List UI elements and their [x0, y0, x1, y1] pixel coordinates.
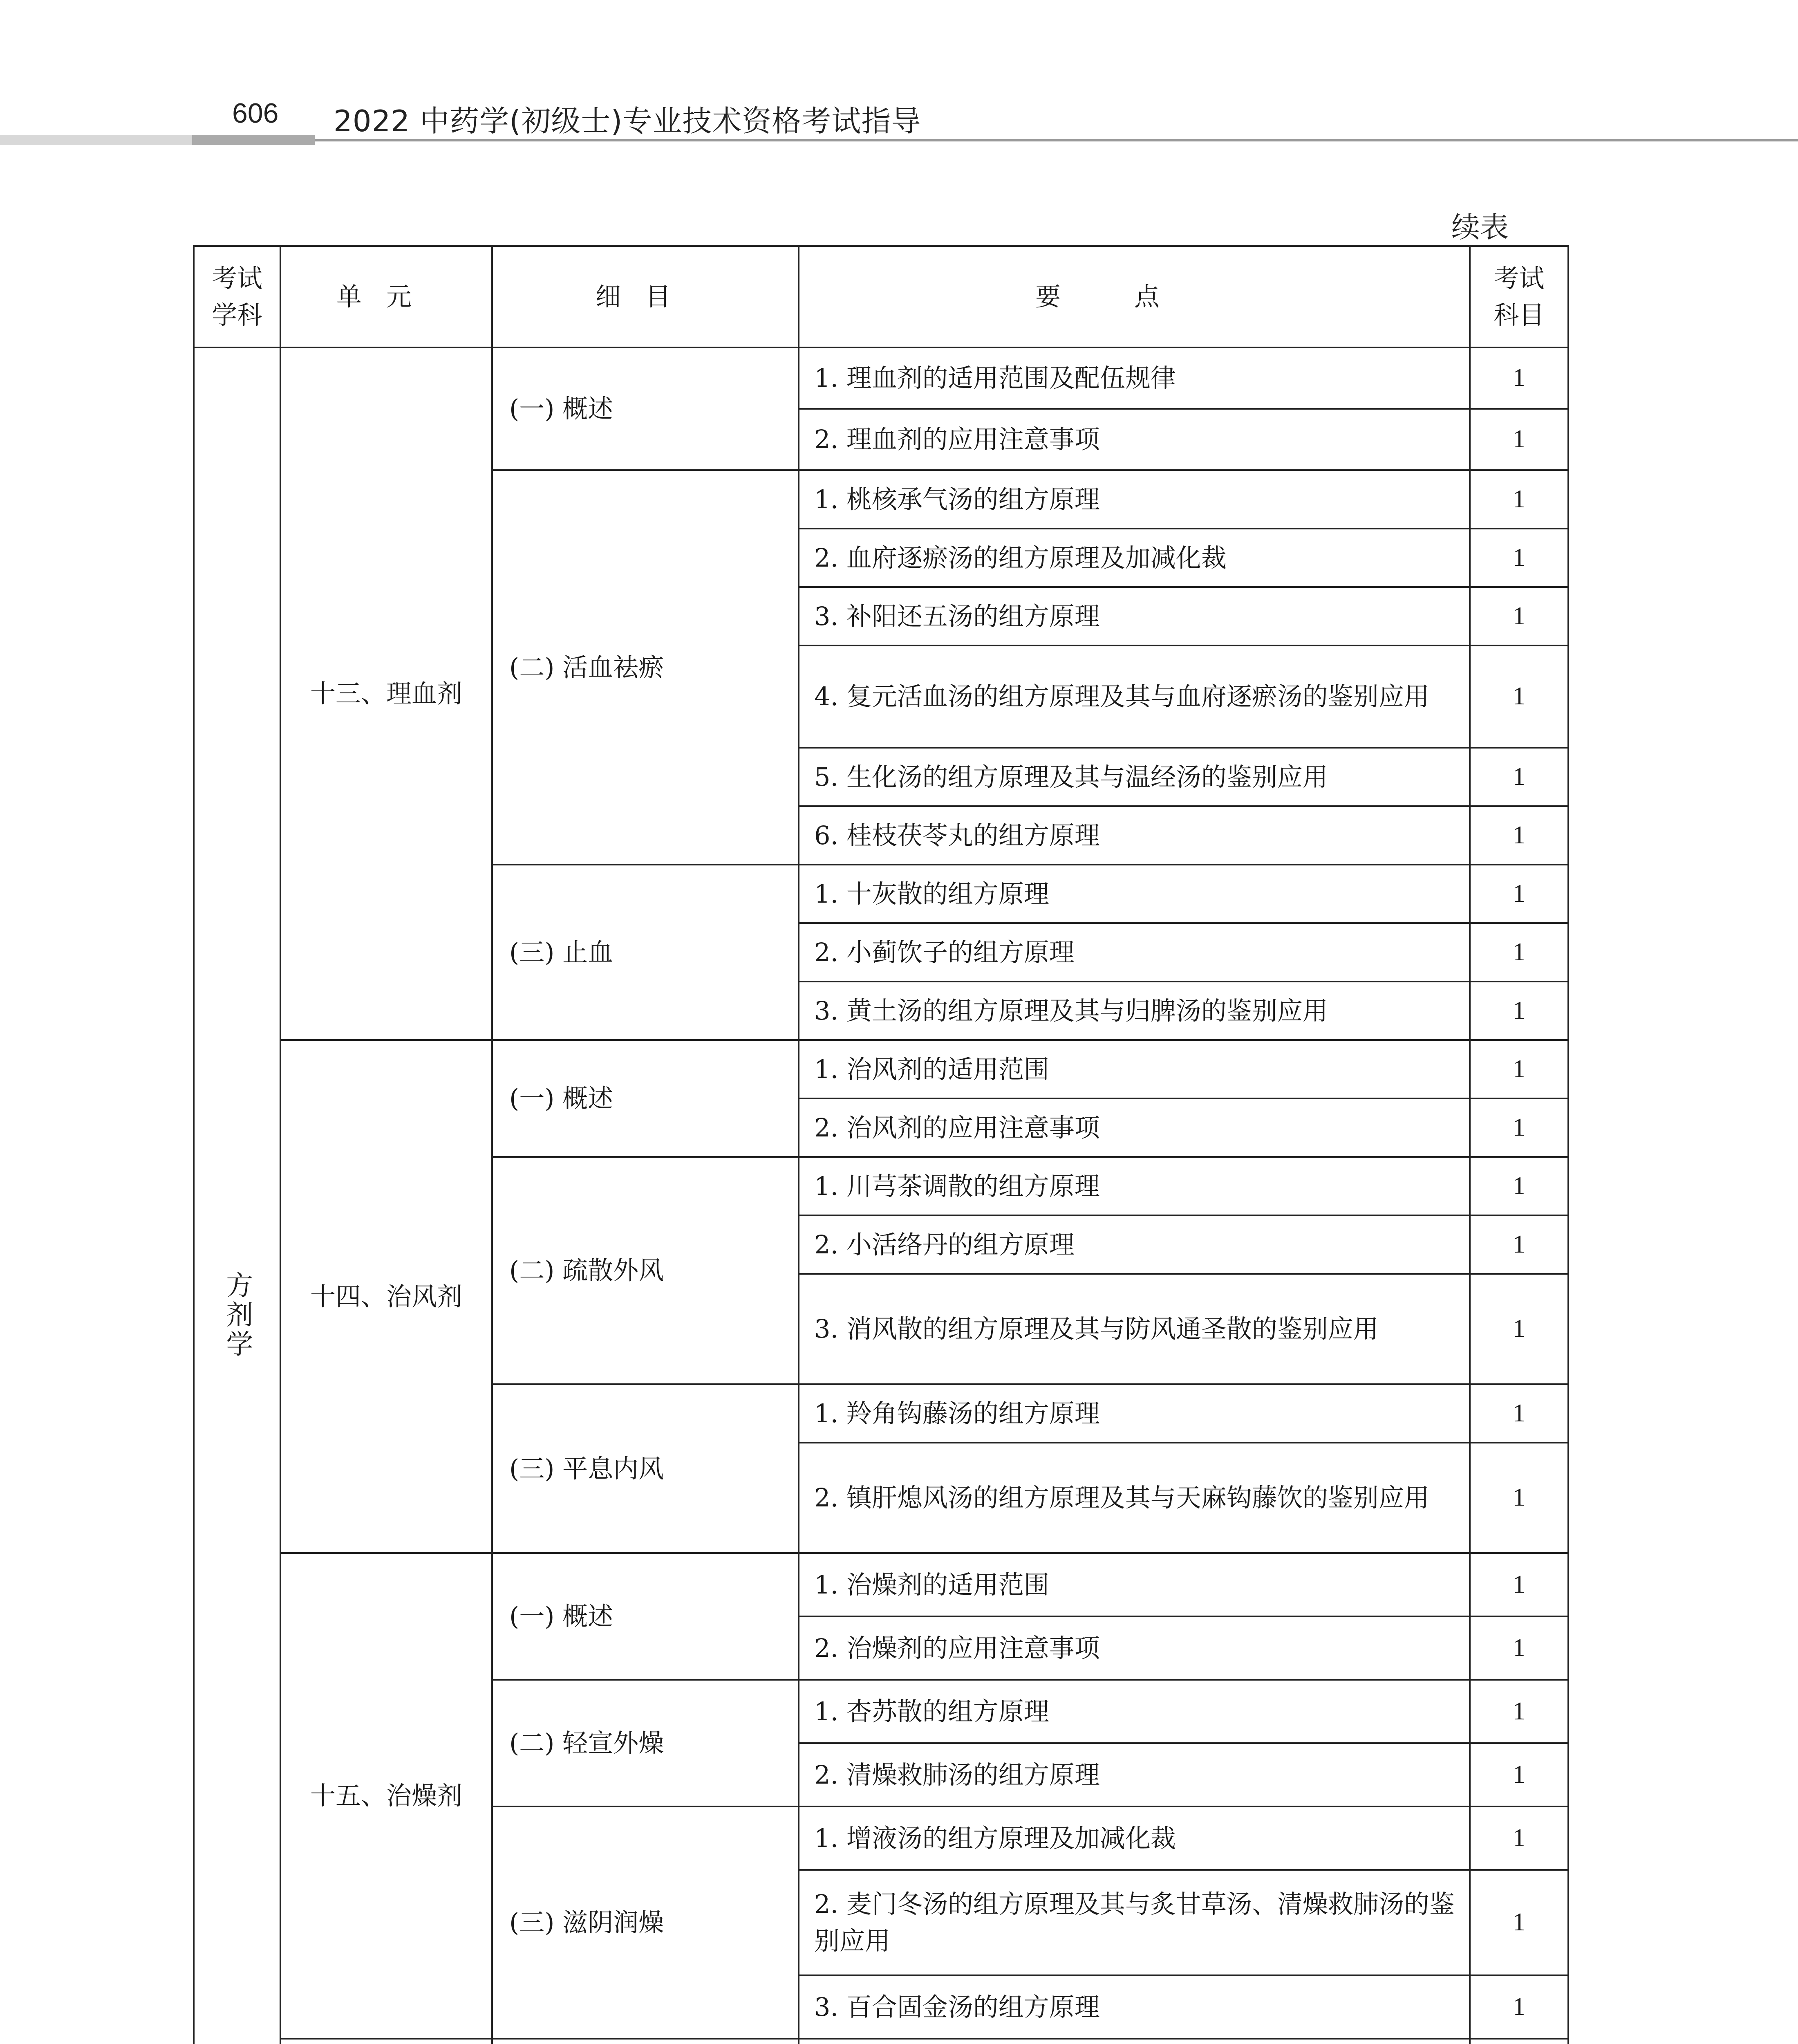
level-cell: 1	[1470, 982, 1568, 1040]
point-cell: 1. 川芎茶调散的组方原理	[799, 1157, 1470, 1215]
table-row	[194, 1553, 1568, 1616]
point-cell: 3. 消风散的组方原理及其与防风通圣散的鉴别应用	[799, 1274, 1470, 1384]
header-rule-accent-light	[0, 135, 192, 145]
level-cell: 1	[1470, 645, 1568, 748]
detail-cell: (一) 概述	[492, 1553, 799, 1680]
unit-cell	[280, 2039, 492, 2044]
header-point	[799, 246, 1470, 347]
detail-cell: (二) 疏散外风	[492, 1157, 799, 1384]
level-cell	[1470, 2039, 1568, 2044]
point-cell: 1. 治燥剂的适用范围	[799, 1553, 1470, 1616]
level-cell: 1	[1470, 529, 1568, 587]
header-subject-label: 考试	[211, 263, 262, 294]
page-number: 606	[232, 98, 279, 129]
table-row	[194, 1040, 1568, 1098]
point-cell: 2. 治风剂的应用注意事项	[799, 1098, 1470, 1157]
header-level	[1470, 246, 1568, 347]
point-cell: 1. 治风剂的适用范围	[799, 1040, 1470, 1098]
level-cell: 1	[1470, 1870, 1568, 1975]
detail-cell: (三) 滋阴润燥	[492, 1806, 799, 2039]
point-cell: 6. 桂枝茯苓丸的组方原理	[799, 806, 1470, 865]
table-header-row	[194, 246, 1568, 347]
header-level-label: 考试	[1493, 263, 1545, 294]
level-cell: 1	[1470, 923, 1568, 982]
point-cell	[799, 2039, 1470, 2044]
header-unit-label: 单元	[336, 282, 436, 312]
header-rule-accent	[192, 135, 315, 145]
level-cell: 1	[1470, 865, 1568, 923]
point-cell: 1. 十灰散的组方原理	[799, 865, 1470, 923]
subject-label: 方剂学	[221, 1271, 253, 1359]
level-cell: 1	[1470, 1975, 1568, 2039]
level-cell: 1	[1470, 1098, 1568, 1157]
point-cell: 3. 黄土汤的组方原理及其与归脾汤的鉴别应用	[799, 982, 1470, 1040]
detail-cell: (二) 轻宣外燥	[492, 1680, 799, 1806]
header-detail	[492, 246, 799, 347]
header-subject-label: 学科	[211, 300, 262, 330]
level-cell: 1	[1470, 1215, 1568, 1274]
level-cell: 1	[1470, 1743, 1568, 1806]
header-subject	[194, 246, 280, 347]
level-cell: 1	[1470, 409, 1568, 470]
level-cell: 1	[1470, 806, 1568, 865]
point-cell: 2. 镇肝熄风汤的组方原理及其与天麻钩藤饮的鉴别应用	[799, 1443, 1470, 1553]
level-cell: 1	[1470, 1274, 1568, 1384]
detail-cell: (三) 止血	[492, 865, 799, 1040]
header-detail-label: 细目	[595, 282, 695, 312]
unit-cell: 十三、理血剂	[280, 347, 492, 1040]
header-unit	[280, 246, 492, 347]
point-cell: 3. 百合固金汤的组方原理	[799, 1975, 1470, 2039]
point-cell: 2. 理血剂的应用注意事项	[799, 409, 1470, 470]
level-cell: 1	[1470, 1806, 1568, 1870]
point-cell: 2. 麦门冬汤的组方原理及其与炙甘草汤、清燥救肺汤的鉴别应用	[799, 1870, 1470, 1975]
level-cell: 1	[1470, 470, 1568, 529]
point-cell: 5. 生化汤的组方原理及其与温经汤的鉴别应用	[799, 748, 1470, 806]
page-header	[0, 0, 1798, 151]
point-cell: 2. 治燥剂的应用注意事项	[799, 1616, 1470, 1680]
point-cell: 2. 小蓟饮子的组方原理	[799, 923, 1470, 982]
point-cell: 1. 桃核承气汤的组方原理	[799, 470, 1470, 529]
subject-cell	[194, 347, 280, 2044]
level-cell: 1	[1470, 587, 1568, 645]
detail-cell: (一) 概述	[492, 1040, 799, 1157]
detail-cell: (二) 活血祛瘀	[492, 470, 799, 865]
level-cell: 1	[1470, 1553, 1568, 1616]
unit-cell: 十四、治风剂	[280, 1040, 492, 1553]
level-cell: 1	[1470, 347, 1568, 409]
detail-cell: (三) 平息内风	[492, 1384, 799, 1553]
header-level-label: 科目	[1493, 300, 1545, 330]
unit-cell: 十五、治燥剂	[280, 1553, 492, 2039]
point-cell: 2. 小活络丹的组方原理	[799, 1215, 1470, 1274]
table-row	[194, 2039, 1568, 2044]
point-cell: 4. 复元活血汤的组方原理及其与血府逐瘀汤的鉴别应用	[799, 645, 1470, 748]
level-cell: 1	[1470, 748, 1568, 806]
detail-cell: (一) 概述	[492, 347, 799, 470]
book-title: 2022 中药学(初级士)专业技术资格考试指导	[334, 104, 921, 138]
header-rule	[315, 139, 1798, 141]
level-cell: 1	[1470, 1157, 1568, 1215]
level-cell: 1	[1470, 1040, 1568, 1098]
header-point-label: 要点	[1035, 282, 1233, 312]
point-cell: 3. 补阳还五汤的组方原理	[799, 587, 1470, 645]
point-cell: 2. 血府逐瘀汤的组方原理及加减化裁	[799, 529, 1470, 587]
point-cell: 1. 杏苏散的组方原理	[799, 1680, 1470, 1743]
detail-cell	[492, 2039, 799, 2044]
continued-label: 续表	[1451, 211, 1509, 244]
level-cell: 1	[1470, 1443, 1568, 1553]
table-row	[194, 347, 1568, 409]
syllabus-table	[193, 245, 1569, 2044]
point-cell: 1. 理血剂的适用范围及配伍规律	[799, 347, 1470, 409]
level-cell: 1	[1470, 1616, 1568, 1680]
point-cell: 2. 清燥救肺汤的组方原理	[799, 1743, 1470, 1806]
level-cell: 1	[1470, 1680, 1568, 1743]
point-cell: 1. 羚角钩藤汤的组方原理	[799, 1384, 1470, 1443]
level-cell: 1	[1470, 1384, 1568, 1443]
point-cell: 1. 增液汤的组方原理及加减化裁	[799, 1806, 1470, 1870]
